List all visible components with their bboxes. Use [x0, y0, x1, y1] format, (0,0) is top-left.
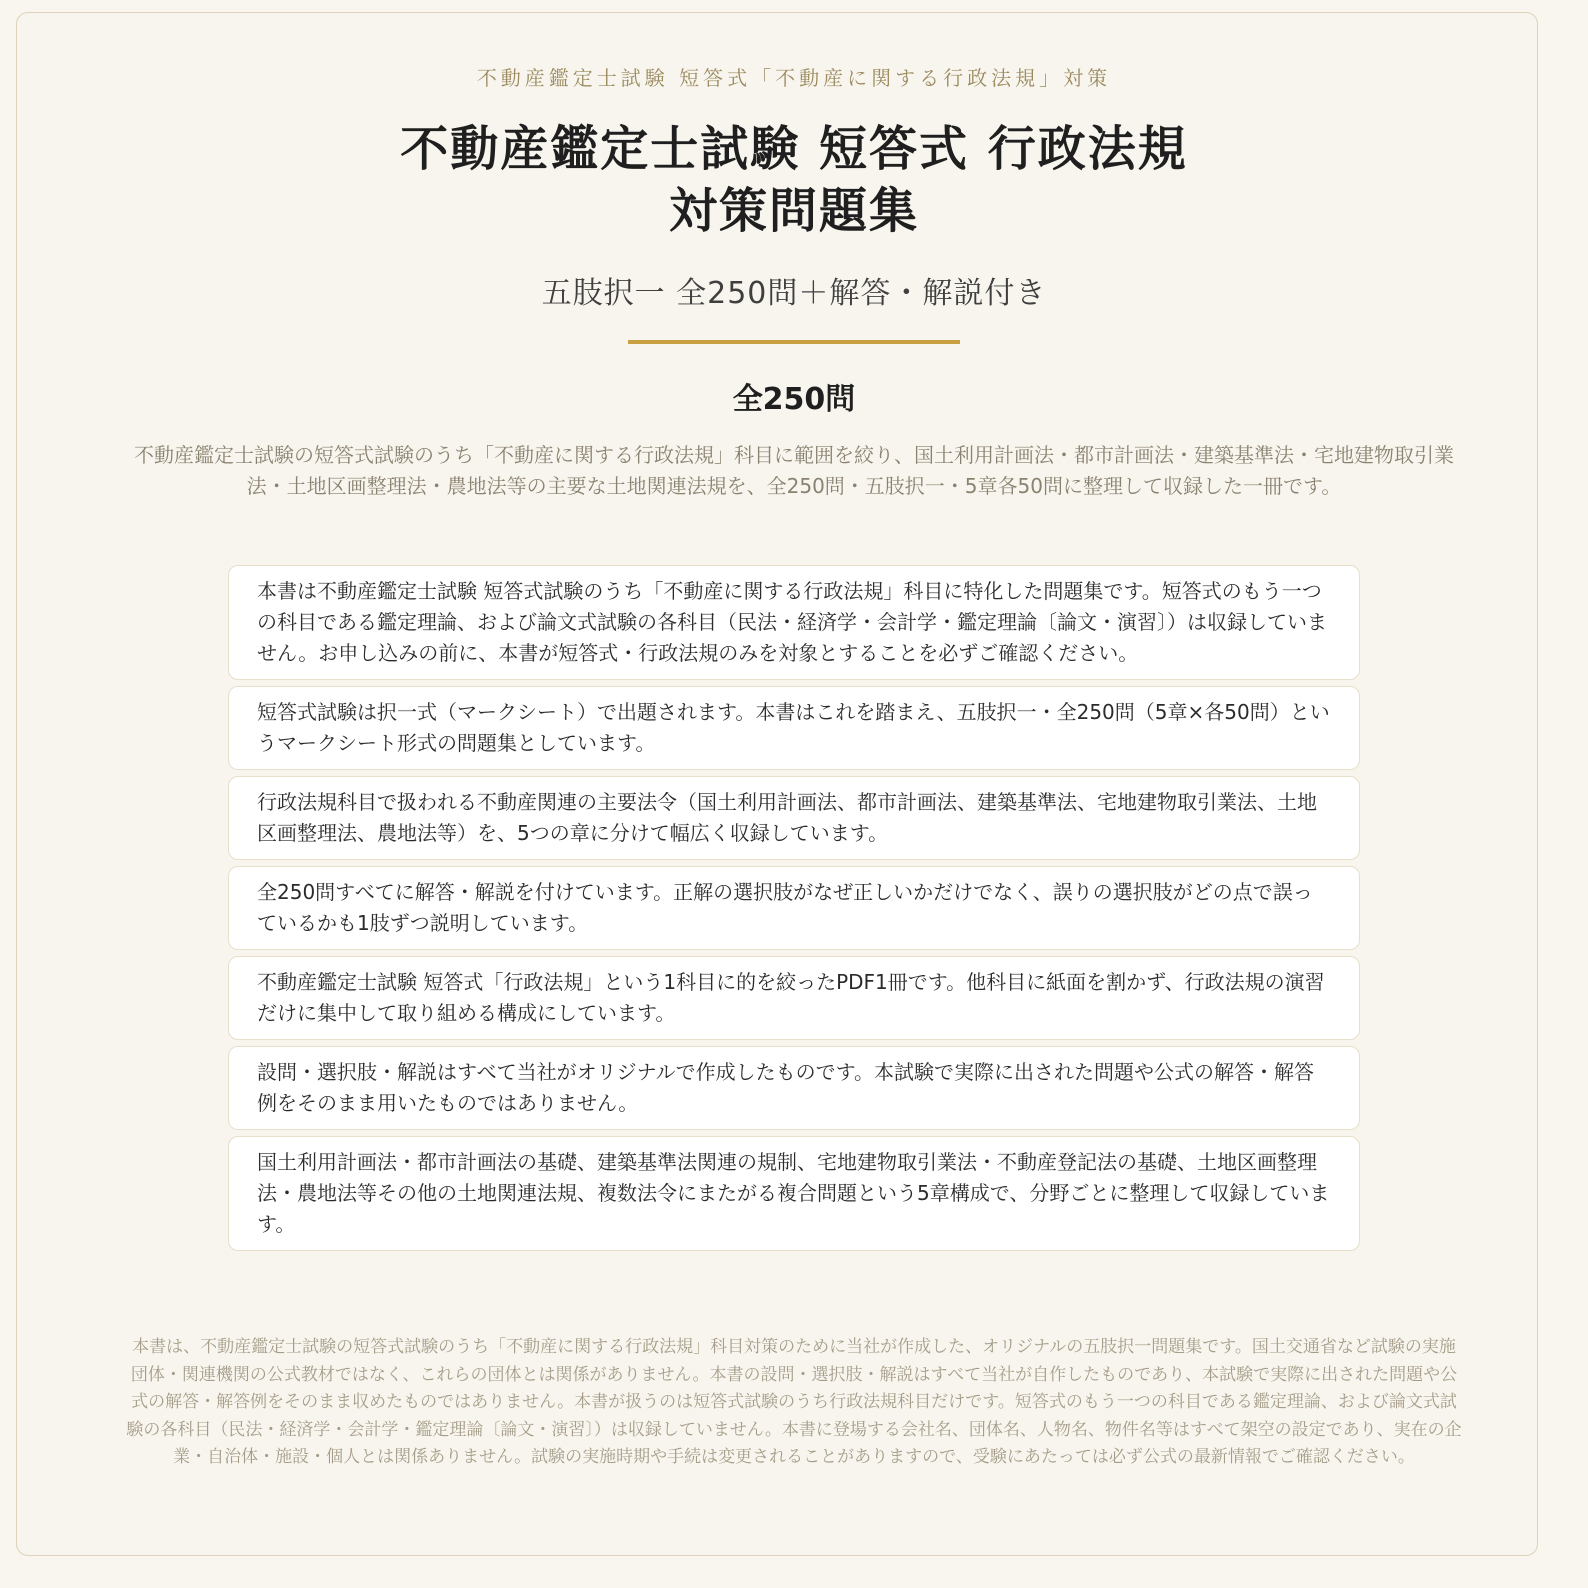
disclaimer-notice: 本書は、不動産鑑定士試験の短答式試験のうち「不動産に関する行政法規」科目対策のために当社が作成した、オリジナルの五肢択一問題集です。国土交通省など試験の実施団体・関連機関の公式教材ではなく、これらの団体とは関係がありません。本書の設問・選択肢・解説はすべて当社が自作したものであり、本試験で実際に出された問題や公式の解答・解答例をそのまま収めたものではありません。本書が扱うのは短答式試験のうち行政法規科目だけです。短答式のもう一つの科目である鑑定理論、および論文式試験の各科目（民法・経済学・会計学・鑑定理論〔論文・演習〕）は収録していません。本書に登場する会社名、団体名、人物名、物件名等はすべて架空の設定であり、実在の企業・自治体・施設・個人とは関係ありません。試験の実施時期や手続は変更されることがありますので、受験にあたっては必ず公式の最新情報でご確認ください。 — [126, 1337, 1462, 1467]
feature-card: 国土利用計画法・都市計画法の基礎、建築基準法関連の規制、宅地建物取引業法・不動産登記法の基礎、土地区画整理法・農地法等その他の土地関連法規、複数法令にまたがる複合問題という5章構成で、分野ごとに整理して収録しています。 — [228, 1136, 1360, 1251]
title-line-2: 対策問題集 — [668, 183, 919, 239]
title-line-1: 不動産鑑定士試験 短答式 行政法規 — [400, 121, 1188, 177]
feature-card: 本書は不動産鑑定士試験 短答式試験のうち「不動産に関する行政法規」科目に特化した問題集です。短答式のもう一つの科目である鑑定理論、および論文式試験の各科目（民法・経済学・会計学・鑑定理論〔論文・演習〕）は収録していません。お申し込みの前に、本書が短答式・行政法規のみを対象とすることを必ずご確認ください。 — [228, 565, 1360, 680]
page-title — [0, 118, 1588, 242]
feature-card: 不動産鑑定士試験 短答式「行政法規」という1科目に的を絞ったPDF1冊です。他科目に紙面を割かず、行政法規の演習だけに集中して取り組める構成にしています。 — [228, 956, 1360, 1040]
intro-paragraph: 不動産鑑定士試験の短答式試験のうち「不動産に関する行政法規」科目に範囲を絞り、国土利用計画法・都市計画法・建築基準法・宅地建物取引業法・土地区画整理法・農地法等の主要な土地関連法規を、全250問・五肢択一・5章各50問に整理して収録した一冊です。 — [134, 443, 1454, 498]
feature-list — [228, 565, 1360, 1257]
accent-divider — [628, 340, 960, 344]
question-count: 全250問 — [732, 382, 856, 417]
feature-card: 設問・選択肢・解説はすべて当社がオリジナルで作成したものです。本試験で実際に出された問題や公式の解答・解答例をそのまま用いたものではありません。 — [228, 1046, 1360, 1130]
eyebrow-label: 不動産鑑定士試験 短答式「不動産に関する行政法規」対策 — [476, 66, 1112, 90]
feature-card: 全250問すべてに解答・解説を付けています。正解の選択肢がなぜ正しいかだけでなく、誤りの選択肢がどの点で誤っているかも1肢ずつ説明しています。 — [228, 866, 1360, 950]
feature-card: 短答式試験は択一式（マークシート）で出題されます。本書はこれを踏まえ、五肢択一・全250問（5章×各50問）というマークシート形式の問題集としています。 — [228, 686, 1360, 770]
feature-card: 行政法規科目で扱われる不動産関連の主要法令（国土利用計画法、都市計画法、建築基準法、宅地建物取引業法、土地区画整理法、農地法等）を、5つの章に分けて幅広く収録しています。 — [228, 776, 1360, 860]
subtitle: 五肢択一 全250問＋解答・解説付き — [541, 276, 1047, 311]
